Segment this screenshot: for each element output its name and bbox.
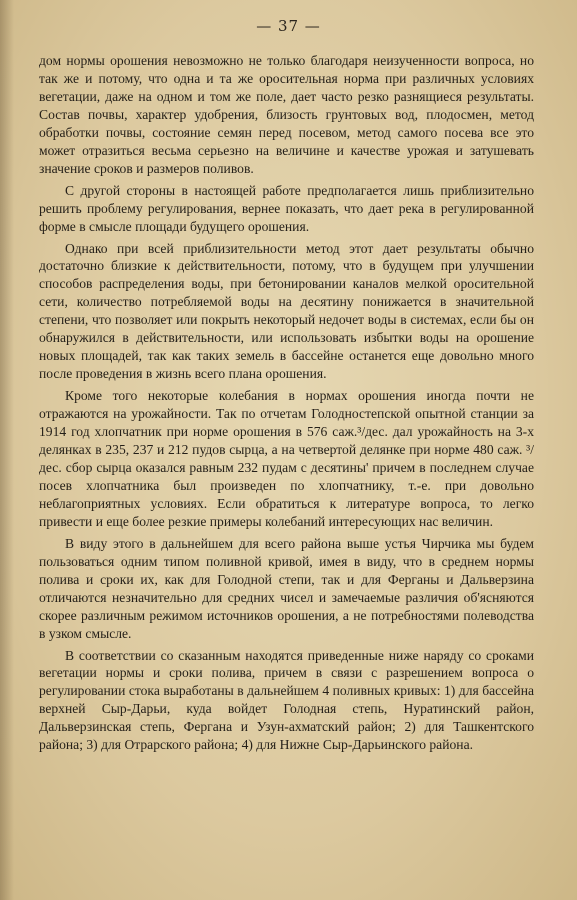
paragraph-3: Однако при всей приблизительности метод этот дает результаты обычно достаточно близкие к действительности, потому, что в будущем при улучшении способов распределения воды, при бетонировании каналов мелкой оросительной сети, количество потребляемой воды на десятину понижается в значительной степени, что позволяет или покрыть некоторый недочет воды в системах, если бы он обнаружился в действительности, или использовать избытки воды на орошение новых площадей, так как таких земель в бассейне останется еще довольно много после проведения в жизнь всего плана орошения. [39,240,534,382]
body-text [39,52,534,754]
paragraph-6: В соответствии со сказанным находятся приведенные ниже наряду со сроками вегетации нормы и сроки полива, причем в связи с разрешением вопроса о регулировании стока выработаны в дальнейшем 4 поливных кривых: 1) для бассейна верхней Сыр-Дарьи, куда войдет Голодная степь, Нуратинский район, Дальверзинская степь, Фергана и Узун-ахматский район; 2) для Ташкентского района; 3) для Отрарского района; 4) для Нижне Сыр-Дарьинского района. [39,647,534,753]
page-spine-shadow [0,0,14,900]
paragraph-5: В виду этого в дальнейшем для всего района выше устья Чирчика мы будем пользоваться одним типом поливной кривой, имея в виду, что в среднем нормы полива и сроки их, как для Голодной степи, так и для Ферганы и Дальверзина отличаются незначительно для средних чисел и замечаемые различия об'ясняются скорее различным режимом источников орошения, а не потребностями полеводства в узком смысле. [39,535,534,641]
page-number: — 37 — [256,17,321,35]
paragraph-2: С другой стороны в настоящей работе предполагается лишь приблизительно решить проблему регулирования, вернее показать, что дает река в регулированной форме в смысле площади будущего орошения. [39,182,534,234]
paragraph-4: Кроме того некоторые колебания в нормах орошения иногда почти не отражаются на урожайности. Так по отчетам Голодностепской опытной станции за 1914 год хлопчатник при норме орошения в 576 саж.³/дес. дал урожайность на 3-х делянках в 235, 237 и 212 пудов сырца, а на четвертой делянке при норме 480 саж. ³/дес. сбор сырца оказался равным 232 пудам с десятины' причем в последнем случае посев хлопчатника был произведен по хлопчатнику, т.-е. при довольно неблагоприятных условиях. Если обратиться к литературе вопроса, то легко привести и еще более резкие примеры колебаний интересующих нас величин. [39,388,534,529]
paragraph-1: дом нормы орошения невозможно не только благодаря неизученности вопроса, но так же и потому, что одна и та же оросительная норма при различных условиях вегетации, даже на одном и том же поле, дает часто резко разнящиеся результаты. Состав почвы, характер удобрения, близость грунтовых вод, плодосмен, метод обработки почвы, состояние семян перед посевом, метод самого посева все это может отразиться весьма серьезно на величине и качестве урожая и затушевать значение сроков и размеров поливов. [39,53,534,176]
